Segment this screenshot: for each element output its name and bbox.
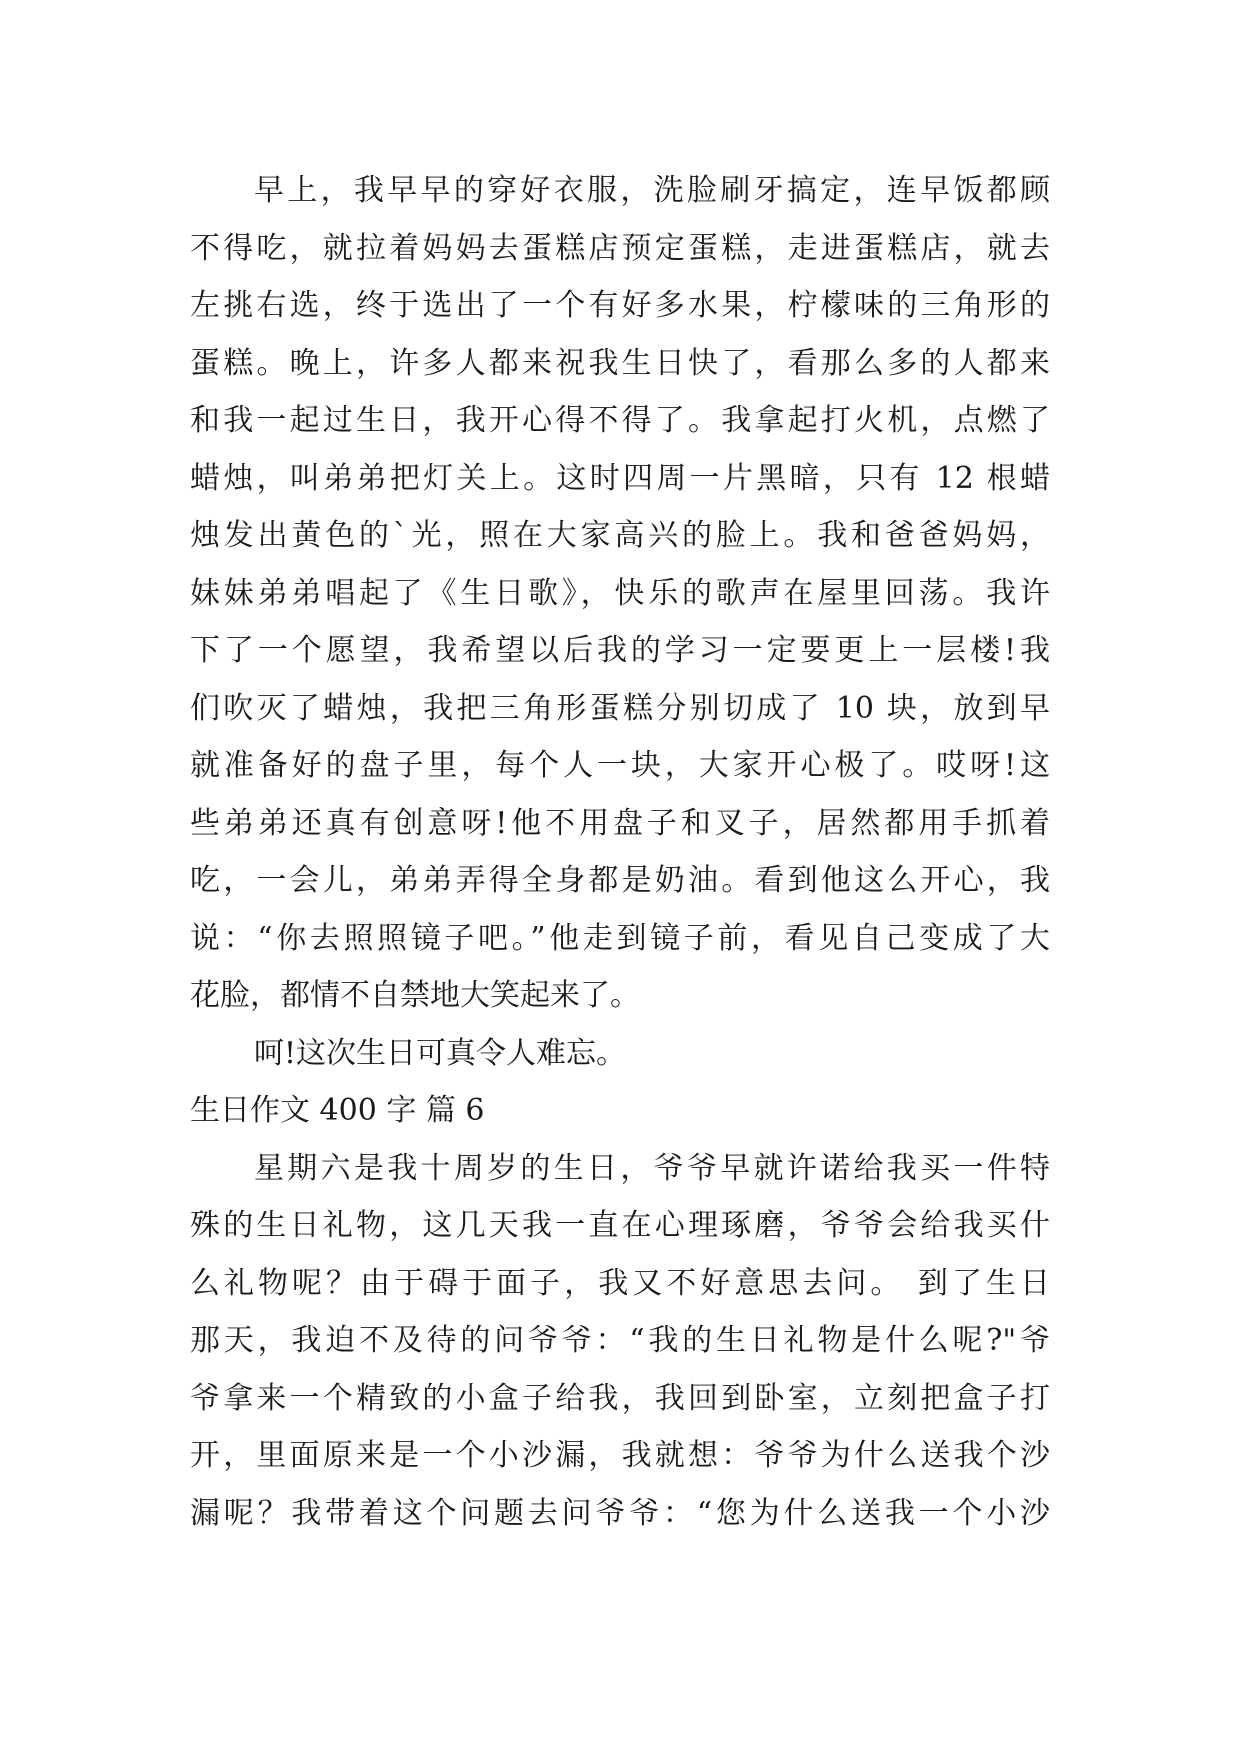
text-line: 殊的生日礼物，这几天我一直在心理琢磨，爷爷会给我买什 — [190, 1208, 1050, 1243]
paragraph-hourglass-gift — [190, 1140, 1050, 1543]
paragraph-birthday-party — [190, 162, 1050, 1025]
text-line: 妹妹弟弟唱起了《生日歌》，快乐的歌声在屋里回荡。我许 — [190, 575, 1050, 611]
text-line: 早上，我早早的穿好衣服，洗脸刷牙搞定，连早饭都顾 — [254, 173, 1050, 208]
text-line: 说：“你去照照镜子吧。”他走到镜子前，看见自己变成了大 — [190, 920, 1050, 956]
text-line: 不得吃，就拉着妈妈去蛋糕店预定蛋糕，走进蛋糕店，就去 — [190, 230, 1050, 266]
text-line: 烛发出黄色的`光，照在大家高兴的脸上。我和爸爸妈妈， — [190, 518, 1050, 553]
text-line: 么礼物呢？由于碍于面子，我又不好意思去问。 到了生日 — [190, 1265, 1050, 1301]
text-line: 漏呢？我带着这个问题去问爷爷：“您为什么送我一个小沙 — [190, 1495, 1050, 1531]
text-line: 左挑右选，终于选出了一个有好多水果，柠檬味的三角形的 — [190, 288, 1050, 323]
text-line: 下了一个愿望，我希望以后我的学习一定要更上一层楼!我 — [190, 633, 1050, 668]
text-line: 蛋糕。晚上，许多人都来祝我生日快了，看那么多的人都来 — [190, 345, 1050, 381]
text-line: 开，里面原来是一个小沙漏，我就想：爷爷为什么送我个沙 — [190, 1438, 1050, 1473]
text-line: 花脸，都情不自禁地大笑起来了。 — [190, 978, 640, 1013]
text-line: 星期六是我十周岁的生日，爷爷早就许诺给我买一件特 — [254, 1150, 1050, 1186]
text-line: 就准备好的盘子里，每个人一块，大家开心极了。哎呀!这 — [190, 748, 1050, 783]
document-page — [190, 162, 1050, 1542]
text-line: 呵!这次生日可真令人难忘。 — [254, 1035, 627, 1071]
text-line: 和我一起过生日，我开心得不得了。我拿起打火机，点燃了 — [190, 403, 1050, 438]
text-line: 些弟弟还真有创意呀!他不用盘子和叉子，居然都用手抓着 — [190, 805, 1050, 841]
text-line: 蜡烛，叫弟弟把灯关上。这时四周一片黑暗，只有 12 根蜡 — [190, 460, 1050, 496]
paragraph-closing — [190, 1025, 1050, 1083]
text-line: 那天，我迫不及待的问爷爷：“我的生日礼物是什么呢?"爷 — [190, 1323, 1050, 1358]
text-line: 吃，一会儿，弟弟弄得全身都是奶油。看到他这么开心，我 — [190, 863, 1050, 898]
text-line: 们吹灭了蜡烛，我把三角形蛋糕分别切成了 10 块，放到早 — [190, 690, 1050, 726]
text-line: 爷拿来一个精致的小盒子给我，我回到卧室，立刻把盒子打 — [190, 1380, 1050, 1416]
section-heading: 生日作文 400 字 篇 6 — [190, 1093, 485, 1128]
